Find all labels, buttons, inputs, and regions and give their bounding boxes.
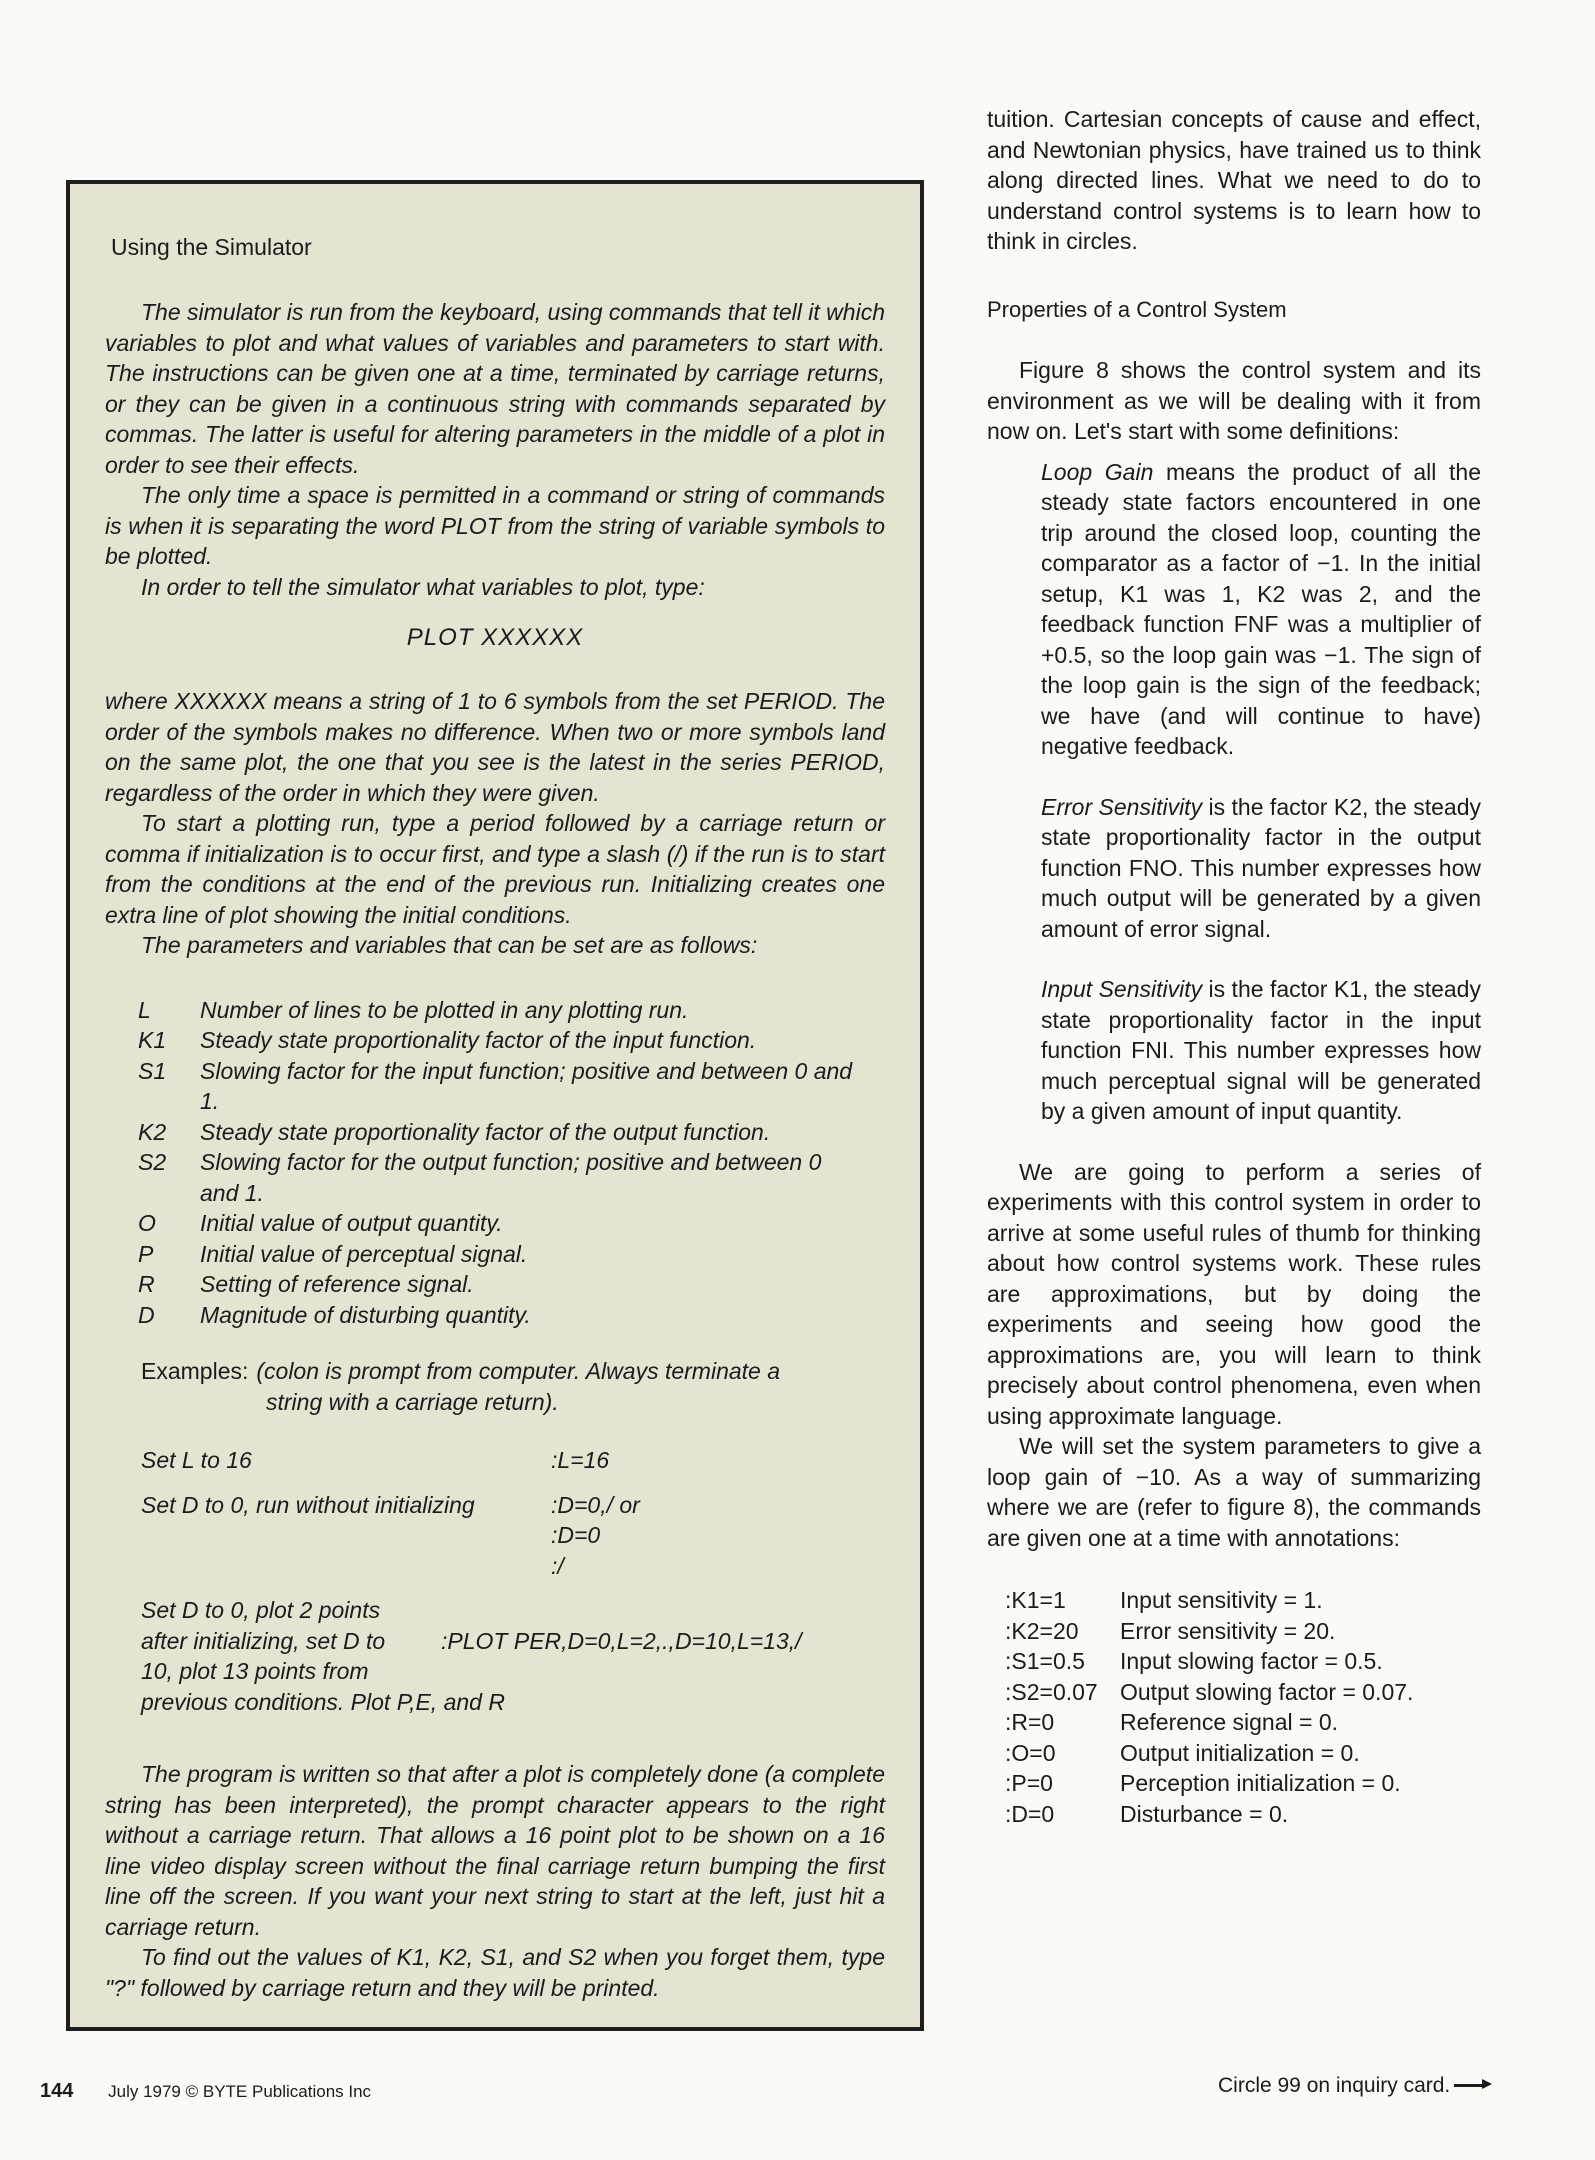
example-desc: Set L to 16 — [141, 1447, 252, 1473]
examples-section: Examples: (colon is prompt from computer. Always terminate a string with a carriage return). Set L to 16 :L=16 Set D to 0, run without initializing :D=0,/ or :D=0 :/ Set D to 0, plot 2 points after initializing, set D to :PLOT PER,D=0,L=2,.,D=10,L=13,/ 10, plot 13 points from previous conditions. Plot P,E, and R — [105, 1356, 885, 1717]
arrow-right-icon — [1454, 2084, 1484, 2087]
parameter-row — [105, 1300, 885, 1331]
command-text: :K2=20 — [1005, 1617, 1079, 1644]
command-text: :S1=0.5 — [1005, 1648, 1085, 1674]
footer — [40, 2080, 371, 2103]
sidebar-paragraph: where XXXXXX means a string of 1 to 6 symbols from the set PERIOD. The order of the symbols makes no difference. When two or more symbols land on the same plot, the one that you see is the latest in the series PERIOD, regardless of the order in which they were given. — [105, 688, 885, 806]
parameter-key: S1 — [138, 1057, 167, 1084]
command-row — [987, 1707, 1481, 1738]
parameter-key: D — [138, 1301, 155, 1328]
parameter-row — [105, 1025, 885, 1056]
command-row — [987, 1646, 1481, 1677]
examples-header — [105, 1356, 885, 1387]
sidebar-title: Using the Simulator — [111, 234, 312, 260]
parameter-desc: Setting of reference signal. — [200, 1271, 474, 1297]
command-row — [987, 1799, 1481, 1830]
inquiry-note: Circle 99 on inquiry card. — [1218, 2074, 1484, 2098]
command-list — [987, 1585, 1481, 1829]
example-cmd: :D=0 — [551, 1522, 601, 1548]
example-row — [105, 1445, 885, 1476]
article-paragraph: tuition. Cartesian concepts of cause and effect, and Newtonian physics, have trained us to think along directed lines. What we need to do to understand control systems is to learn how to think in circles. — [987, 106, 1481, 254]
article-paragraph: Figure 8 shows the control system and its environment as we will be dealing with it from now on. Let's start with some definitions: — [987, 357, 1481, 444]
command-row — [987, 1768, 1481, 1799]
parameter-row — [105, 995, 885, 1026]
parameter-row — [105, 1117, 885, 1148]
example-cmd: :PLOT PER,D=0,L=2,.,D=10,L=13,/ — [441, 1627, 802, 1654]
article-paragraph: We will set the system parameters to give a loop gain of −10. As a way of summarizing where we are (refer to figure 8), the commands are given one at a time with annotations: — [987, 1433, 1481, 1551]
definition: Error Sensitivity is the factor K2, the steady state proportionality factor in the output function FNO. This number expresses how much output will be generated by a given amount of error signal. — [1041, 793, 1481, 942]
parameter-row — [105, 1269, 885, 1300]
parameter-desc: Steady state proportionality factor of the output function. — [200, 1118, 771, 1145]
parameter-row — [105, 1239, 885, 1270]
article-paragraph: We are going to perform a series of experiments with this control system in order to arrive at some useful rules of thumb for thinking about how control systems work. These rules are approximations, but by doing the experiments and seeing how good the approximations are, you will learn to think precisely about control phenomena, even when using approximate language. — [987, 1158, 1481, 1429]
parameter-list — [105, 995, 885, 1331]
example-row — [105, 1490, 885, 1521]
definitions-list — [1041, 457, 1481, 1127]
publication-line: July 1979 © BYTE Publications Inc — [108, 2082, 372, 2101]
definition-term: Loop Gain — [1041, 458, 1154, 485]
definition: Input Sensitivity is the factor K1, the steady state proportionality factor in the input function FNI. This number expresses how much perceptual signal will be generated by a given amount of input quantity. — [1041, 976, 1481, 1124]
parameter-row — [105, 1147, 885, 1208]
command-text: :O=0 — [1005, 1739, 1056, 1766]
command-annotation: Error sensitivity = 20. — [1120, 1617, 1336, 1644]
command-text: :R=0 — [1005, 1709, 1055, 1735]
command-annotation: Input sensitivity = 1. — [1120, 1587, 1323, 1613]
examples-label: Examples: — [141, 1358, 249, 1384]
section-heading: Properties of a Control System — [987, 296, 1287, 322]
command-text: :S2=0.07 — [1005, 1678, 1098, 1705]
command-row — [987, 1585, 1481, 1616]
examples-note: string with a carriage return). — [266, 1388, 559, 1415]
plot-command: PLOT XXXXXX — [406, 624, 584, 651]
sidebar-paragraph: In order to tell the simulator what variables to plot, type: — [141, 573, 705, 600]
definition: Loop Gain means the product of all the steady state factors encountered in one trip around the closed loop, counting the comparator as a factor of −1. In the initial setup, K1 was 1, K2 was 2, and the feedback function FNF was a multiplier of +0.5, so the loop gain was −1. The sign of the loop gain is the sign of the feedback; we have (and will continue to have) negative feedback. — [1041, 458, 1481, 759]
command-row — [987, 1616, 1481, 1647]
parameter-desc: Steady state proportionality factor of the input function. — [200, 1027, 757, 1053]
sidebar-paragraph: The parameters and variables that can be set are as follows: — [141, 932, 758, 958]
command-row — [987, 1738, 1481, 1769]
command-annotation: Disturbance = 0. — [1120, 1800, 1289, 1827]
parameter-key: P — [138, 1240, 154, 1267]
command-row — [987, 1677, 1481, 1708]
example-desc: Set D to 0, run without initializing — [141, 1491, 475, 1518]
definition-term: Error Sensitivity — [1041, 793, 1203, 820]
command-annotation: Output slowing factor = 0.07. — [1120, 1678, 1414, 1705]
examples-note: (colon is prompt from computer. Always terminate a — [256, 1358, 781, 1384]
command-annotation: Output initialization = 0. — [1120, 1739, 1360, 1766]
example-cmd: :D=0,/ or — [551, 1491, 640, 1518]
example-desc — [141, 1520, 551, 1551]
page-number: 144 — [40, 2080, 74, 2102]
command-annotation: Input slowing factor = 0.5. — [1120, 1648, 1383, 1674]
parameter-key: S2 — [138, 1149, 167, 1175]
example-cmd: :L=16 — [551, 1447, 610, 1473]
parameter-key: O — [138, 1210, 156, 1236]
sidebar-paragraph: To start a plotting run, type a period followed by a carriage return or comma if initialization is to occur first, and type a slash (/) if the run is to start from the conditions at the end of the previous run. Initializing creates one extra line of plot showing the initial conditions. — [105, 810, 885, 928]
right-column — [987, 104, 1481, 1829]
example-cmd: :/ — [551, 1552, 564, 1579]
sidebar-box — [66, 180, 924, 2031]
example-row — [105, 1551, 885, 1582]
parameter-desc: Slowing factor for the output function; positive and between 0 and 1. — [200, 1149, 822, 1206]
command-annotation: Perception initialization = 0. — [1120, 1770, 1401, 1796]
command-text: :P=0 — [1005, 1770, 1053, 1796]
sidebar-paragraph: The program is written so that after a plot is completely done (a complete string has been interpreted), the prompt character appears to the right without a carriage return. That allows a 16 point plot to be shown on a 16 line video display screen without the final carriage return bumping the first line off the screen. If you want your next string to start at the left, just hit a carriage return. — [105, 1761, 885, 1940]
sidebar-paragraph: The simulator is run from the keyboard, using commands that tell it which variables to plot and what values of variables and parameters to start with. The instructions can be given one at a time, terminated by carriage returns, or they can be given in a continuous string with commands separated by commas. The latter is useful for altering parameters in the middle of a plot in order to see their effects. — [105, 299, 885, 478]
parameter-row — [105, 1208, 885, 1239]
parameter-desc: Number of lines to be plotted in any plotting run. — [200, 996, 689, 1023]
example-multi: Set D to 0, plot 2 points — [141, 1597, 381, 1623]
sidebar-paragraph: To find out the values of K1, K2, S1, and S2 when you forget them, type "?" followed by carriage return and they will be printed. — [105, 1944, 885, 2001]
parameter-key: K1 — [138, 1027, 167, 1053]
command-text: :D=0 — [1005, 1800, 1055, 1827]
example-row — [105, 1520, 885, 1551]
parameter-key: R — [138, 1271, 155, 1297]
definition-term: Input Sensitivity — [1041, 976, 1203, 1002]
parameter-desc: Slowing factor for the input function; positive and between 0 and 1. — [200, 1057, 853, 1114]
parameter-key: L — [138, 996, 151, 1023]
command-annotation: Reference signal = 0. — [1120, 1709, 1338, 1735]
parameter-desc: Magnitude of disturbing quantity. — [200, 1301, 531, 1328]
parameter-desc: Initial value of perceptual signal. — [200, 1240, 528, 1267]
sidebar-paragraph: The only time a space is permitted in a command or string of commands is when it is separating the word PLOT from the string of variable symbols to be plotted. — [105, 482, 885, 569]
parameter-key: K2 — [138, 1118, 167, 1145]
command-text: :K1=1 — [1005, 1587, 1066, 1613]
example-desc — [141, 1551, 551, 1582]
parameter-row — [105, 1056, 885, 1117]
parameter-desc: Initial value of output quantity. — [200, 1210, 503, 1236]
